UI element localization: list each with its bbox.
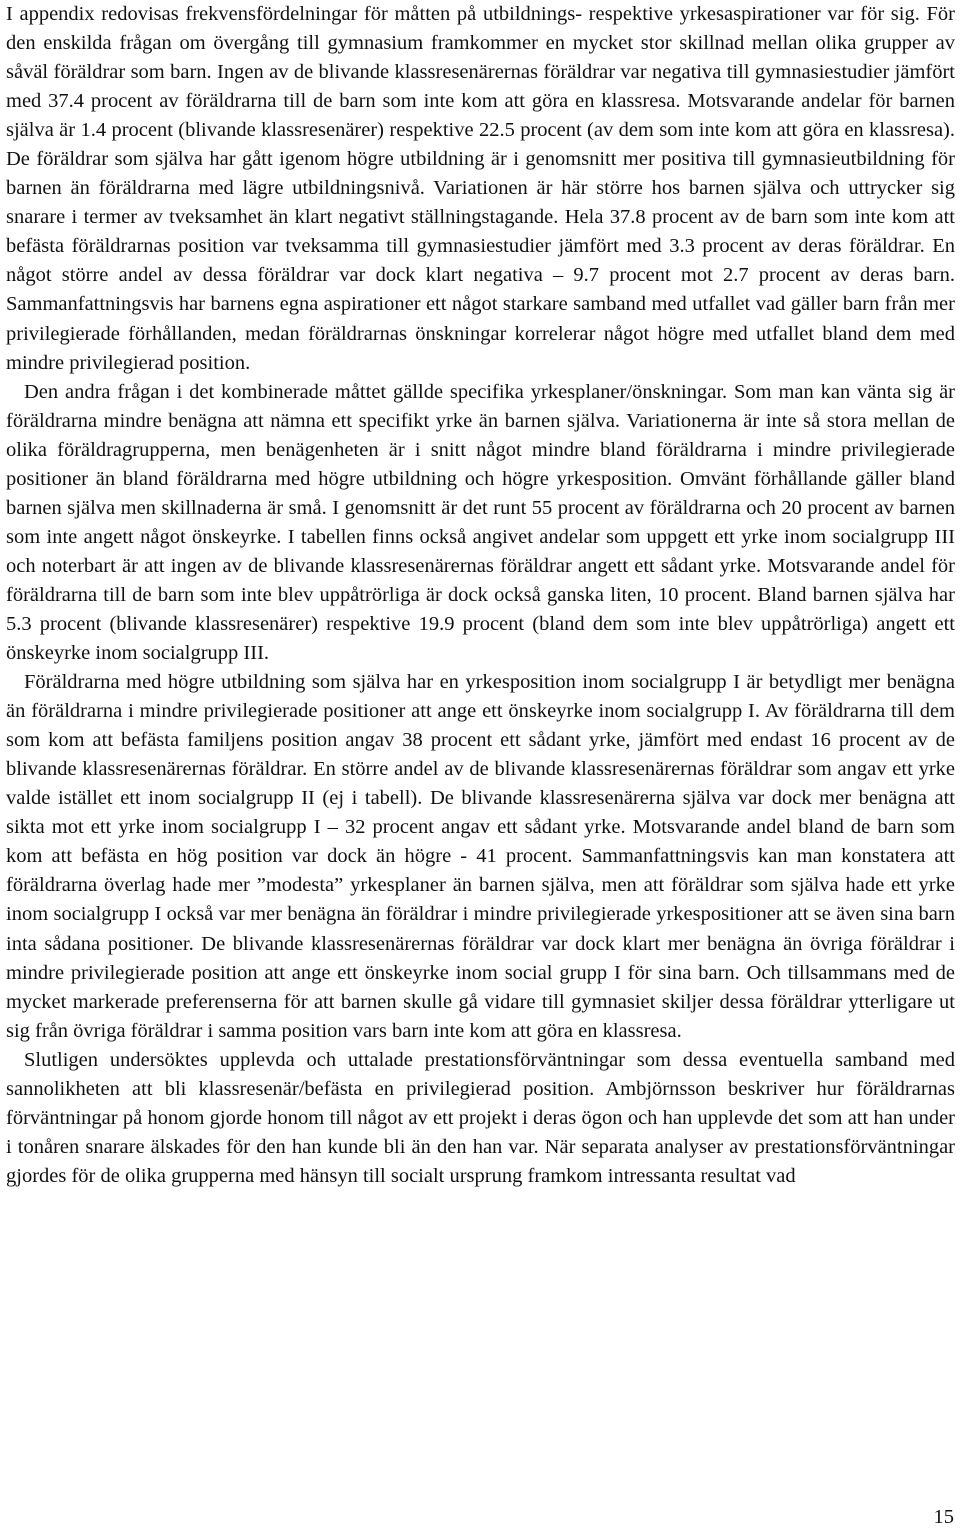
paragraph-4: Slutligen undersöktes upplevda och uttalade prestationsförväntningar som dessa eventuella samband med sannolikheten att bli klassresenär/befästa en privilegierad position. Ambjörnsson beskriver hur föräldrarnas förväntningar på honom gjorde honom till något av ett projekt i deras ögon och han upplevde det som att han under i tonåren snarare älskades för den han kunde bli än den han var. När separata analyser av prestationsförväntningar gjordes för de olika grupperna med hänsyn till socialt ursprung framkom intressanta resultat vad bbox=[6, 1048, 955, 1187]
document-page bbox=[6, 0, 955, 1191]
page-number: 15 bbox=[933, 1506, 954, 1528]
paragraph-3: Föräldrarna med högre utbildning som själva har en yrkesposition inom socialgrupp I är betydligt mer benägna än föräldrarna i mindre privilegierade positioner att ange ett önskeyrke inom socialgrupp I. Av föräldrarna till dem som kom att befästa familjens position angav 38 procent ett sådant yrke, jämfört med endast 16 procent av de blivande klassresenärernas föräldrar. En större andel av de blivande klassresenärernas föräldrar som angav ett yrke valde istället ett inom socialgrupp II (ej i tabell). De blivande klassresenärerna själva var dock mer benägna att sikta mot ett yrke inom socialgrupp I – 32 procent angav ett sådant yrke. Motsvarande andel bland de barn som kom att befästa en hög position var dock än högre - 41 procent. Sammanfattningsvis kan man konstatera att föräldrarna överlag hade mer ”modesta” yrkesplaner än barnen själva, men att föräldrar som själva hade ett yrke inom socialgrupp I också var mer benägna än föräldrar i mindre privilegierade yrkespositioner att se även sina barn inta sådana positioner. De blivande klassresenärernas föräldrar var dock klart mer benägna än övriga föräldrar i mindre privilegierade position att ange ett önskeyrke inom social grupp I för sina barn. Och tillsammans med de mycket markerade preferenserna för att barnen skulle gå vidare till gymnasiet skiljer dessa föräldrar ytterligare ut sig från övriga föräldrar i samma position vars barn inte kom att göra en klassresa. bbox=[6, 671, 955, 1042]
paragraph-1: I appendix redovisas frekvensfördelningar för måtten på utbildnings- respektive yrkesaspirationer var för sig. För den enskilda frågan om övergång till gymnasium framkommer en mycket stor skillnad mellan olika grupper av såväl föräldrar som barn. Ingen av de blivande klassresenärernas föräldrar var negativa till gymnasiestudier jämfört med 37.4 procent av föräldrarna till de barn som inte kom att göra en klassresa. Motsvarande andelar för barnen själva är 1.4 procent (blivande klassresenärer) respektive 22.5 procent (av dem som inte kom att göra en klassresa). De föräldrar som själva har gått igenom högre utbildning är i genomsnitt mer positiva till gymnasieutbildning för barnen än föräldrarna med lägre utbildningsnivå. Variationen är här större hos barnen själva och uttrycker sig snarare i termer av tveksamhet än klart negativt ställningstagande. Hela 37.8 procent av de barn som inte kom att befästa föräldrarnas position var tveksamma till gymnasiestudier jämfört med 3.3 procent av deras föräldrar. En något större andel av dessa föräldrar var dock klart negativa – 9.7 procent mot 2.7 procent av deras barn. Sammanfattningsvis har barnens egna aspirationer ett något starkare samband med utfallet vad gäller barn från mer privilegierade förhållanden, medan föräldrarnas önskningar korrelerar något högre med utfallet bland dem med mindre privilegierad position. bbox=[6, 3, 955, 374]
paragraph-2: Den andra frågan i det kombinerade måttet gällde specifika yrkesplaner/önskningar. Som man kan vänta sig är föräldrarna mindre benägna att nämna ett specifikt yrke än barnen själva. Variationerna är inte så stora mellan de olika föräldragrupperna, men benägenheten är i snitt något mindre bland föräldrarna i mindre privilegierade positioner än bland föräldrarna med högre utbildning och högre yrkesposition. Omvänt förhållande gäller bland barnen själva men skillnaderna är små. I genomsnitt är det runt 55 procent av föräldrarna och 20 procent av barnen som inte angett något önskeyrke. I tabellen finns också angivet andelar som uppgett ett yrke inom socialgrupp III och noterbart är att ingen av de blivande klassresenärernas föräldrar angett ett sådant yrke. Motsvarande andel för föräldrarna till de barn som inte blev uppåtrörliga är dock också ganska liten, 10 procent. Bland barnen själva har 5.3 procent (blivande klassresenärer) respektive 19.9 procent (bland dem som inte blev uppåtrörliga) angett ett önskeyrke inom socialgrupp III. bbox=[6, 380, 955, 665]
